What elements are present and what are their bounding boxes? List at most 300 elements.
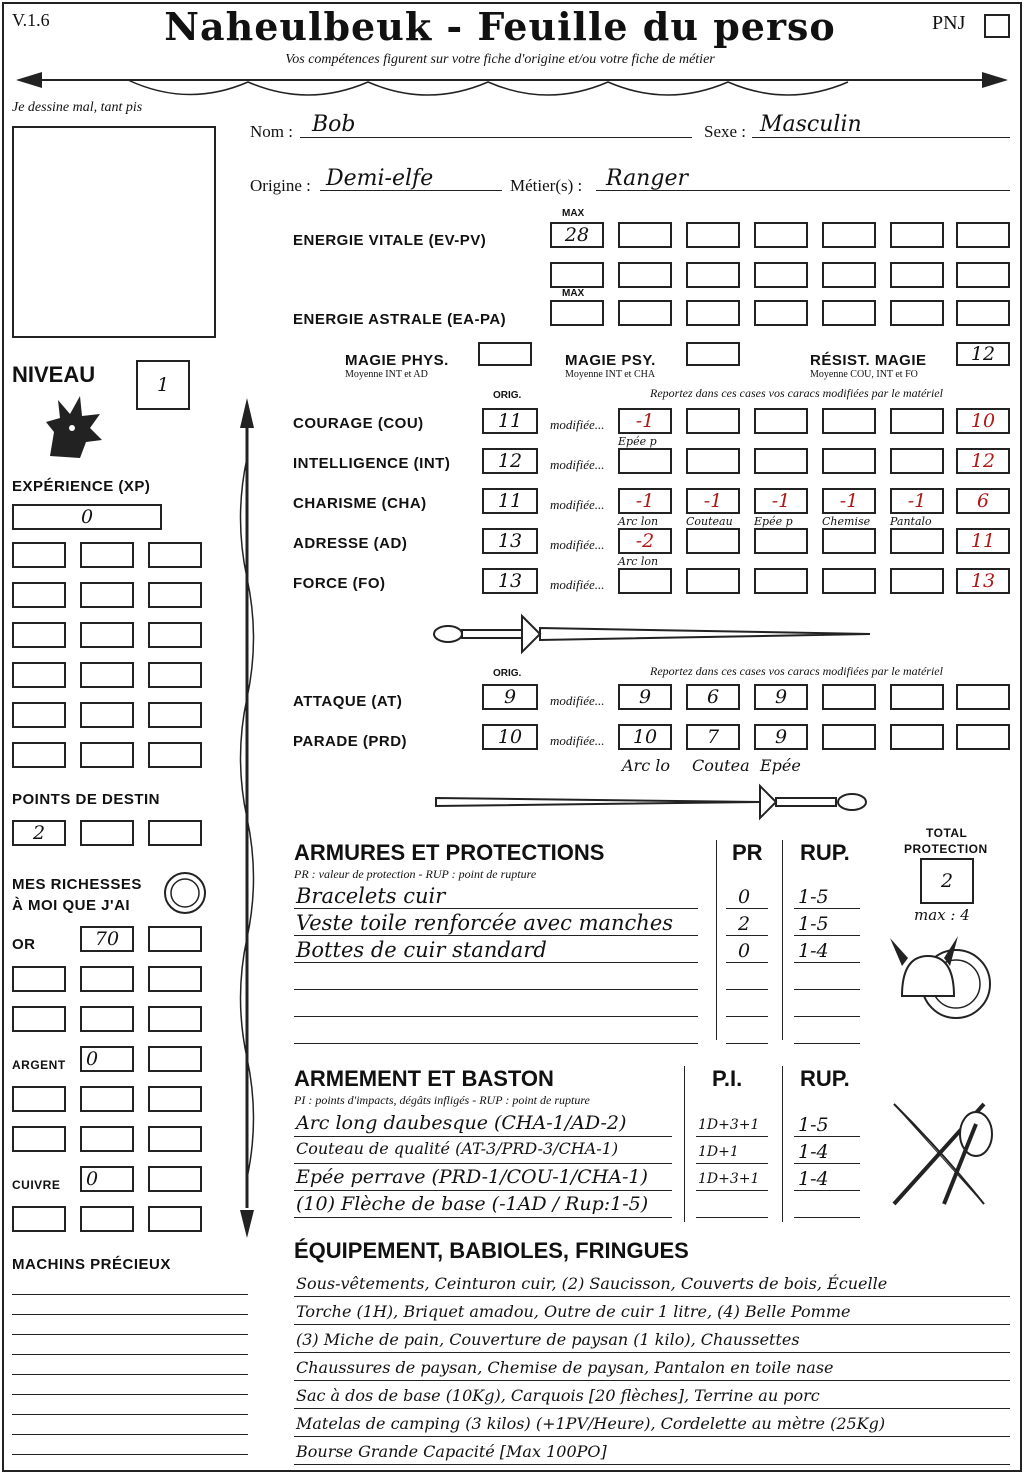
carac-mod-value: -2 [635,530,655,552]
version-label: V.1.6 [12,10,50,30]
weapon-under-1: Arc lo [622,756,670,775]
carac-mod-box[interactable] [890,488,944,514]
nom-label: Nom : [250,122,293,141]
carac-mod-box[interactable] [956,488,1010,514]
carac-mod-box[interactable] [822,568,876,594]
magie-phys-box[interactable] [478,342,532,366]
carac-mod-source: Chemise [822,515,871,528]
xp-box[interactable] [80,542,134,568]
combat-mod-value: 9 [774,686,788,708]
xp-box[interactable] [80,742,134,768]
carac-label: FORCE (FO) [293,575,386,592]
cuivre-label: CUIVRE [12,1178,61,1192]
arme-rup[interactable]: 1-4 [798,1168,829,1190]
total-protection-label-1: TOTAL [926,826,968,840]
carac-label: ADRESSE (AD) [293,535,408,552]
carac-mod-box[interactable] [822,448,876,474]
ev-max-box[interactable] [550,222,604,248]
machins-line[interactable] [12,1334,248,1335]
sexe-label: Sexe : [704,122,747,141]
resist-magie-box[interactable] [956,342,1010,366]
argent-value: 0 [86,1048,99,1070]
xp-box[interactable] [12,582,66,608]
armures-divider [716,840,717,1040]
machins-line[interactable] [12,1374,248,1375]
machins-line[interactable] [12,1454,248,1455]
armure-rup[interactable]: 1-4 [798,940,829,962]
arme-name[interactable]: Epée perrave (PRD-1/COU-1/CHA-1) [296,1166,648,1188]
carac-mod-value: 10 [970,410,996,432]
ev-box[interactable] [890,262,944,288]
armement-title: ARMEMENT ET BASTON [294,1066,554,1091]
ev-max-value: 28 [564,224,590,246]
nom-line [300,137,692,138]
destin-box-2[interactable] [80,820,134,846]
combat-modif-label: modifiée... [550,733,605,748]
carac-orig-value: 13 [497,530,523,552]
portrait-caption: Je dessine mal, tant pis [12,100,143,115]
machins-line[interactable] [12,1414,248,1415]
combat-orig-box[interactable] [482,724,538,750]
equip-line [294,1324,1010,1325]
money-box[interactable] [80,966,134,992]
arme-name[interactable]: Arc long daubesque (CHA-1/AD-2) [296,1112,627,1134]
magie-psy-value [688,344,738,364]
arme-pi-line [696,1163,768,1164]
or-box[interactable] [80,926,134,952]
carac-mod-box[interactable] [754,488,808,514]
combat-orig-box[interactable] [482,684,538,710]
equip-line [294,1352,1010,1353]
money-box[interactable] [148,966,202,992]
carac-modif-label: modifiée... [550,497,605,512]
carac-modif-label: modifiée... [550,457,605,472]
argent-box[interactable] [80,1046,134,1072]
armement-divider [782,1066,783,1222]
weapons-icon [884,1094,1004,1214]
pnj-checkbox[interactable] [984,14,1010,38]
money-box[interactable] [148,1166,202,1192]
carac-mod-box[interactable] [956,528,1010,554]
equipement-title: ÉQUIPEMENT, BABIOLES, FRINGUES [294,1238,689,1263]
armure-line [294,908,698,909]
arme-pi[interactable]: 1D+3+1 [698,1171,760,1187]
armure-name[interactable]: Bottes de cuir standard [296,938,547,962]
arme-pi[interactable]: 1D+1 [698,1144,739,1160]
armure-rup-line [794,1043,860,1044]
carac-mod-value: -1 [771,490,791,512]
money-box[interactable] [148,1086,202,1112]
niveau-box[interactable] [136,360,190,410]
carac-mod-box[interactable] [686,488,740,514]
carac-mod-source: Couteau [686,515,733,528]
sexe-line [752,137,1010,138]
armure-line [294,1043,698,1044]
carac-orig-box[interactable] [482,448,538,474]
carac-mod-box[interactable] [686,568,740,594]
combat-mod-box[interactable] [754,684,808,710]
ea-max-value [552,302,602,324]
carac-mod-value: -1 [635,410,655,432]
ev-label: ENERGIE VITALE (EV-PV) [293,232,487,249]
armures-sub: PR : valeur de protection - RUP : point de rupture [294,867,537,881]
richesses-label-1: MES RICHESSES [12,876,142,893]
ev-box[interactable] [822,222,876,248]
xp-box[interactable] [148,582,202,608]
money-box[interactable] [80,1126,134,1152]
armure-rup-line [794,935,860,936]
magie-phys-sub: Moyenne INT et AD [345,369,428,380]
carac-orig-value: 13 [497,570,523,592]
carac-mod-box[interactable] [686,528,740,554]
arme-rup[interactable]: 1-5 [798,1114,829,1136]
carac-mod-box[interactable] [754,408,808,434]
xp-box[interactable] [80,582,134,608]
armure-name[interactable]: Bracelets cuir [296,884,446,908]
armure-pr-line [726,935,768,936]
equip-line [294,1380,1010,1381]
carac-mod-box[interactable] [822,408,876,434]
carac-orig-box[interactable] [482,488,538,514]
ev-max-label: MAX [562,208,585,219]
equip-text[interactable]: Bourse Grande Capacité [Max 100PO] [296,1442,607,1461]
combat-mod-value: 7 [706,726,720,748]
money-box[interactable] [80,1206,134,1232]
sexe-value[interactable]: Masculin [760,112,862,137]
carac-mod-value: 6 [976,490,990,512]
combat-mod-value: 9 [638,686,652,708]
armure-rup-line [794,962,860,963]
combat-mod-box[interactable] [686,724,740,750]
resist-magie-value: 12 [970,343,996,365]
armure-pr[interactable]: 0 [738,940,751,962]
armures-divider [782,840,783,1040]
combat-mod-value: 9 [774,726,788,748]
equip-line [294,1296,1010,1297]
combat-mod-box[interactable] [822,684,876,710]
carac-mod-box[interactable] [754,528,808,554]
combat-mod-box[interactable] [618,684,672,710]
ev-box[interactable] [956,222,1010,248]
ea-box[interactable] [754,300,808,326]
arme-rup[interactable]: 1-4 [798,1141,829,1163]
armure-rup[interactable]: 1-5 [798,913,829,935]
combat-mod-box[interactable] [956,684,1010,710]
cuivre-value: 0 [86,1168,99,1190]
combat-mod-box[interactable] [956,724,1010,750]
combat-orig-label: ORIG. [493,668,522,679]
armure-pr-line [726,1016,768,1017]
money-box[interactable] [148,1126,202,1152]
machins-line[interactable] [12,1354,248,1355]
carac-mod-box[interactable] [754,448,808,474]
armement-pi-label: P.I. [712,1066,743,1091]
equip-line [294,1464,1010,1465]
total-protection-label-2: PROTECTION [904,842,988,856]
combat-mod-box[interactable] [822,724,876,750]
machins-line[interactable] [12,1314,248,1315]
magie-psy-box[interactable] [686,342,740,366]
xp-box[interactable] [148,742,202,768]
or-box-2[interactable] [148,926,202,952]
armure-pr-line [726,908,768,909]
ev-box[interactable] [956,262,1010,288]
ea-box[interactable] [686,300,740,326]
carac-mod-box[interactable] [956,408,1010,434]
carac-mod-value: -1 [907,490,927,512]
combat-label: ATTAQUE (AT) [293,693,403,710]
origine-value[interactable]: Demi-elfe [326,166,434,191]
ea-box[interactable] [618,300,672,326]
ea-max-box[interactable] [550,300,604,326]
money-box[interactable] [12,1006,66,1032]
xp-box[interactable] [12,662,66,688]
armures-rup-label: RUP. [800,840,850,865]
xp-box[interactable] [80,622,134,648]
destin-label: POINTS DE DESTIN [12,791,161,808]
carac-label: CHARISME (CHA) [293,495,427,512]
armement-divider [684,1066,685,1222]
armures-title: ARMURES ET PROTECTIONS [294,840,605,865]
xp-value: 0 [80,506,94,528]
equip-text[interactable]: Chaussures de paysan, Chemise de paysan, Pantalon en toile nase [296,1358,834,1377]
xp-box[interactable] [80,662,134,688]
armement-sub: PI : points d'impacts, dégâts infligés - RUP : point de rupture [294,1093,590,1107]
xp-box[interactable] [148,702,202,728]
carac-mod-box[interactable] [618,408,672,434]
arme-rup-line [794,1136,860,1137]
destin-value: 2 [32,822,46,844]
machins-line[interactable] [12,1394,248,1395]
carac-orig-value: 11 [497,410,523,432]
xp-box[interactable] [12,622,66,648]
richesses-label-2: À MOI QUE J'AI [12,897,131,914]
xp-label: EXPÉRIENCE (XP) [12,478,151,495]
or-label: OR [12,936,36,953]
resist-magie-sub: Moyenne COU, INT et FO [810,369,918,380]
carac-mod-box[interactable] [822,488,876,514]
carac-mod-value: 11 [970,530,996,552]
combat-mod-box[interactable] [890,684,944,710]
machins-line[interactable] [12,1434,248,1435]
armure-rup-line [794,989,860,990]
arme-line [294,1136,672,1137]
machins-label: MACHINS PRÉCIEUX [12,1256,171,1273]
xp-box[interactable] [148,622,202,648]
carac-modif-label: modifiée... [550,537,605,552]
combat-mod-box[interactable] [890,724,944,750]
arme-pi[interactable]: 1D+3+1 [698,1117,760,1133]
carac-mod-box[interactable] [754,568,808,594]
carac-mod-source: Arc lon [618,515,659,528]
ev-box[interactable] [686,262,740,288]
equip-line [294,1436,1010,1437]
cuivre-box[interactable] [80,1166,134,1192]
carac-mod-box[interactable] [956,448,1010,474]
caracs-orig-label: ORIG. [493,390,522,401]
arme-pi-line [696,1136,768,1137]
carac-mod-box[interactable] [618,448,672,474]
xp-box[interactable] [12,702,66,728]
niveau-value: 1 [156,374,170,396]
combat-mod-box[interactable] [754,724,808,750]
ev-box[interactable] [550,262,604,288]
armure-pr[interactable]: 2 [738,913,751,935]
magie-psy-sub: Moyenne INT et CHA [565,369,656,380]
destin-box-3[interactable] [148,820,202,846]
destin-box-1[interactable] [12,820,66,846]
niveau-label: NIVEAU [12,362,96,387]
carac-mod-box[interactable] [686,408,740,434]
total-protection-box[interactable] [920,858,974,904]
armure-rup[interactable]: 1-5 [798,886,829,908]
carac-mod-value: 13 [970,570,996,592]
arme-rup-line [794,1163,860,1164]
carac-orig-value: 12 [497,450,523,472]
carac-mod-value: -1 [839,490,859,512]
combat-mod-box[interactable] [686,684,740,710]
carac-mod-source: Arc lon [618,555,659,568]
armure-pr-line [726,962,768,963]
carac-mod-source: Epée p [754,515,793,528]
xp-box[interactable] [12,542,66,568]
money-box[interactable] [148,1206,202,1232]
money-box[interactable] [80,1086,134,1112]
armure-line [294,962,698,963]
ea-box[interactable] [890,300,944,326]
money-box[interactable] [148,1006,202,1032]
money-box[interactable] [12,966,66,992]
carac-mod-box[interactable] [890,568,944,594]
carac-mod-box[interactable] [890,448,944,474]
xp-box[interactable] [12,742,66,768]
armure-line [294,935,698,936]
ev-box[interactable] [618,262,672,288]
combat-mod-value: 6 [706,686,720,708]
armement-rup-label: RUP. [800,1066,850,1091]
page-title: Naheulbeuk - Feuille du perso [164,4,836,49]
arme-name[interactable]: Couteau de qualité (AT-3/PRD-3/CHA-1) [296,1139,619,1158]
nom-value[interactable]: Bob [312,112,356,137]
ev-box[interactable] [822,262,876,288]
combat-orig-value: 10 [497,726,523,748]
carac-mod-box[interactable] [890,408,944,434]
sword-icon [430,782,880,822]
page-subtitle: Vos compétences figurent sur votre fiche d'origine et/ou votre fiche de métier [285,52,715,67]
carac-orig-value: 11 [497,490,523,512]
ev-box[interactable] [618,222,672,248]
pnj-label: PNJ [932,12,966,34]
origine-label: Origine : [250,176,311,195]
carac-orig-box[interactable] [482,408,538,434]
money-box[interactable] [148,1046,202,1072]
arme-line [294,1190,672,1191]
armure-pr-line [726,1043,768,1044]
machins-line[interactable] [12,1294,248,1295]
arme-pi-line [696,1217,768,1218]
combat-mod-box[interactable] [618,724,672,750]
xp-box[interactable] [148,542,202,568]
xp-box[interactable] [148,662,202,688]
carac-label: INTELLIGENCE (INT) [293,455,451,472]
ea-box[interactable] [822,300,876,326]
total-protection-value: 2 [940,870,954,892]
money-box[interactable] [12,1086,66,1112]
armure-line [294,989,698,990]
ev-box[interactable] [754,262,808,288]
ea-box[interactable] [956,300,1010,326]
ev-box[interactable] [686,222,740,248]
magie-phys-value [480,344,530,364]
carac-mod-box[interactable] [956,568,1010,594]
armure-rup-line [794,1016,860,1017]
ea-label: ENERGIE ASTRALE (EA-PA) [293,311,507,328]
arme-rup-line [794,1217,860,1218]
carac-mod-box[interactable] [890,528,944,554]
armures-pr-label: PR [732,840,763,865]
carac-mod-box[interactable] [618,488,672,514]
carac-mod-value: -1 [703,490,723,512]
helmet-shield-icon [888,926,998,1036]
money-box[interactable] [12,1206,66,1232]
armure-name[interactable]: Veste toile renforcée avec manches [296,911,674,935]
arme-line [294,1163,672,1164]
metier-value[interactable]: Ranger [606,166,688,191]
armure-rup-line [794,908,860,909]
carac-mod-value: 12 [970,450,996,472]
magie-psy-label: MAGIE PSY. [565,352,656,369]
carac-mod-source: Epée p [618,435,657,448]
combat-label: PARADE (PRD) [293,733,408,750]
metier-label: Métier(s) : [510,176,583,195]
carac-orig-box[interactable] [482,568,538,594]
xp-box[interactable] [12,504,162,530]
carac-orig-box[interactable] [482,528,538,554]
carac-mod-box[interactable] [822,528,876,554]
equip-line [294,1408,1010,1409]
combat-modif-label: modifiée... [550,693,605,708]
carac-mod-box[interactable] [686,448,740,474]
armure-pr[interactable]: 0 [738,886,751,908]
magie-phys-label: MAGIE PHYS. [345,352,449,369]
equip-text[interactable]: Sac à dos de base (10Kg), Carquois [20 flèches], Terrine au porc [296,1386,820,1405]
spear-divider-icon [8,68,1016,116]
ev-box[interactable] [754,222,808,248]
carac-mod-box[interactable] [618,568,672,594]
equip-text[interactable]: (3) Miche de pain, Couverture de paysan (1 kilo), Chaussettes [296,1330,800,1349]
money-box[interactable] [12,1126,66,1152]
spear-icon [232,398,262,1238]
armure-pr-line [726,989,768,990]
carac-label: COURAGE (COU) [293,415,424,432]
carac-mod-value: -1 [635,490,655,512]
portrait-box[interactable] [12,126,216,338]
equip-text[interactable]: Torche (1H), Briquet amadou, Outre de cuir 1 litre, (4) Belle Pomme [296,1302,851,1321]
equip-text[interactable]: Matelas de camping (3 kilos) (+1PV/Heure), Cordelette au mètre (25Kg) [296,1414,886,1433]
resist-magie-label: RÉSIST. MAGIE [810,352,927,369]
equip-text[interactable]: Sous-vêtements, Ceinturon cuir, (2) Saucisson, Couverts de bois, Écuelle [296,1274,888,1293]
or-value: 70 [94,928,120,950]
xp-box[interactable] [80,702,134,728]
money-box[interactable] [80,1006,134,1032]
caracs-note: Reportez dans ces cases vos caracs modifiées par le matériel [650,386,943,400]
carac-mod-box[interactable] [618,528,672,554]
combat-note: Reportez dans ces cases vos caracs modifiées par le matériel [650,664,943,678]
arme-name[interactable]: (10) Flèche de base (-1AD / Rup:1-5) [296,1193,649,1215]
ev-box[interactable] [890,222,944,248]
dragon-icon [40,392,106,464]
arme-line [294,1217,672,1218]
